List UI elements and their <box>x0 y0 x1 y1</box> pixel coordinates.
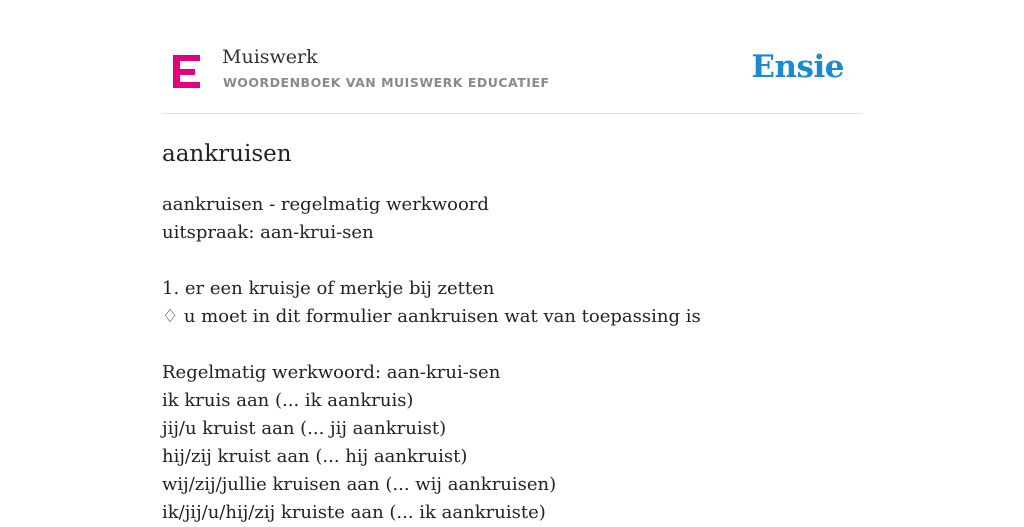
page <box>162 0 862 527</box>
entry-line: ik kruis aan (... ik aankruis) <box>162 390 414 411</box>
brand-subtitle: WOORDENBOEK VAN MUISWERK EDUCATIEF <box>223 75 550 90</box>
entry-line: ik/jij/u/hij/zij kruiste aan (... ik aankruiste) <box>162 502 546 523</box>
entry-line: Regelmatig werkwoord: aan-krui-sen <box>162 362 501 383</box>
entry-definition <box>162 191 862 527</box>
entry-title: aankruisen <box>162 141 292 167</box>
entry-line: jij/u kruist aan (... jij aankruist) <box>162 418 447 439</box>
site-header <box>162 0 862 114</box>
entry-line: uitspraak: aan-krui-sen <box>162 222 374 243</box>
entry-line: ♢ u moet in dit formulier aankruisen wat van toepassing is <box>162 306 701 327</box>
entry-line: aankruisen - regelmatig werkwoord <box>162 194 489 215</box>
entry-spacer <box>162 331 862 359</box>
brand-name[interactable]: Muiswerk <box>222 46 318 68</box>
ensie-logo-link[interactable]: Ensie <box>751 49 844 85</box>
entry-line: hij/zij kruist aan (... hij aankruist) <box>162 446 468 467</box>
entry-line: 1. er een kruisje of merkje bij zetten <box>162 278 495 299</box>
entry-spacer <box>162 247 862 275</box>
entry-line: wij/zij/jullie kruisen aan (... wij aankruisen) <box>162 474 557 495</box>
muiswerk-logo-icon[interactable] <box>173 55 200 88</box>
